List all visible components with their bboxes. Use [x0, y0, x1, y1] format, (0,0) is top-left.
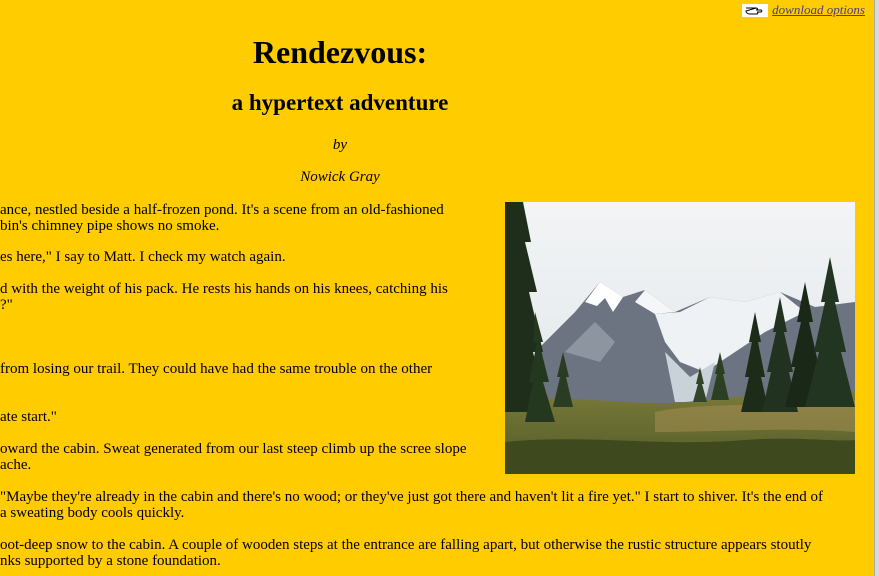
paragraph-line: from losing our trail. They could have had the same trouble on the other	[0, 361, 433, 377]
download-options-link[interactable]: download options	[772, 2, 865, 17]
story-paragraph-7	[0, 489, 823, 521]
story-paragraph-3	[0, 281, 448, 313]
download-options-link-group[interactable]	[742, 2, 865, 18]
story-paragraph-2	[0, 249, 286, 265]
pointing-hand-icon[interactable]	[742, 4, 768, 17]
page-title: Rendezvous:	[252, 34, 428, 70]
paragraph-line: ate start."	[0, 409, 57, 425]
byline-by: by	[332, 137, 348, 153]
paragraph-line: nks supported by a stone foundation.	[0, 553, 221, 569]
paragraph-line: ?"	[0, 297, 13, 313]
story-paragraph-8	[0, 537, 811, 569]
paragraph-line: es here," I say to Matt. I check my watch again.	[0, 249, 286, 265]
paragraph-line: ache.	[0, 457, 32, 473]
paragraph-line: bin's chimney pipe shows no smoke.	[0, 218, 220, 234]
paragraph-line: a sweating body cools quickly.	[0, 505, 185, 521]
story-paragraph-4	[0, 361, 432, 377]
window-scrollbar[interactable]	[874, 0, 879, 576]
page-subtitle: a hypertext adventure	[231, 90, 449, 115]
paragraph-line: ance, nestled beside a half-frozen pond. It's a scene from an old-fashioned	[0, 202, 444, 218]
mountain-photo	[505, 202, 855, 474]
story-paragraph-6	[0, 441, 467, 473]
story-paragraph-5	[0, 409, 57, 425]
story-paragraph-1	[0, 202, 444, 234]
paragraph-line: oot-deep snow to the cabin. A couple of wooden steps at the entrance are falling apart, but otherwise the rustic structure appears stoutly	[0, 537, 812, 553]
paragraph-line: "Maybe they're already in the cabin and there's no wood; or they've just got there and haven't lit a fire yet." I start to shiver. It's the end of	[0, 489, 824, 505]
byline-author: Nowick Gray	[300, 169, 380, 185]
paragraph-line: oward the cabin. Sweat generated from our last steep climb up the scree slope	[0, 441, 467, 457]
paragraph-line: d with the weight of his pack. He rests his hands on his knees, catching his	[0, 281, 448, 297]
